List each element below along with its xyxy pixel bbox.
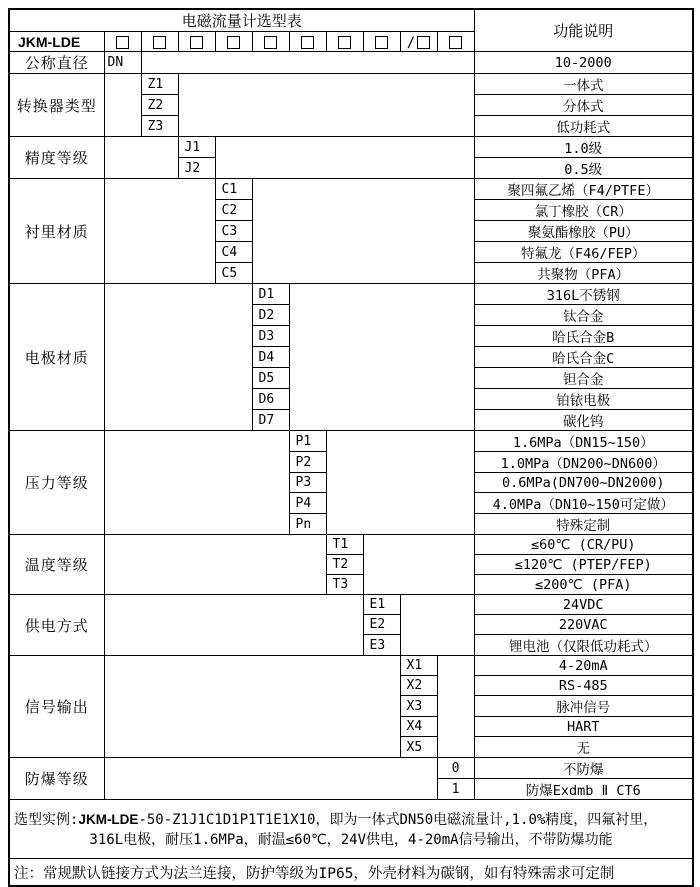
checkbox-icon[interactable]: [449, 36, 462, 49]
example-line2: 316L电极，耐压1.6MPa，耐温≤60℃，24V供电，4-20mA信号输出，不带防爆功能: [89, 832, 613, 848]
code-cell-j1: J1: [178, 137, 215, 158]
desc-cell-d7: 碳化钨: [474, 410, 693, 431]
code-cell-exp0: 0: [437, 758, 474, 779]
empty-cell: [104, 758, 437, 800]
checkbox-icon[interactable]: [153, 36, 166, 49]
checkbox-icon[interactable]: [116, 36, 129, 49]
row-example: [9, 800, 693, 859]
code-cell-pn: Pn: [289, 514, 326, 535]
desc-cell-p4: 4.0MPa（DN10~150可定做）: [474, 493, 693, 514]
code-cell-z2: Z2: [141, 95, 178, 116]
code-cell-t1: T1: [326, 535, 363, 555]
row-e1: [9, 595, 693, 615]
code-cell-p2: P2: [289, 452, 326, 473]
code-cell-e3: E3: [363, 635, 400, 656]
code-cell-t3: T3: [326, 575, 363, 595]
code-cell-x1: X1: [400, 656, 437, 676]
empty-cell: [104, 431, 289, 535]
code-cell-d7: D7: [252, 410, 289, 431]
empty-cell: [104, 179, 215, 284]
empty-cell: [289, 284, 474, 431]
selection-table: [8, 8, 694, 887]
checkbox-cell-z[interactable]: [141, 32, 178, 52]
checkbox-icon[interactable]: [190, 36, 203, 49]
desc-cell-c3: 聚氨酯橡胶（PU）: [474, 221, 693, 242]
table-title: 电磁流量计选型表: [9, 9, 474, 32]
desc-cell-c5: 共聚物（PFA）: [474, 263, 693, 284]
code-cell-exp1: 1: [437, 779, 474, 800]
code-cell-p3: P3: [289, 473, 326, 493]
desc-cell-d5: 钽合金: [474, 368, 693, 389]
category-label-diameter: 公称直径: [9, 52, 104, 74]
code-cell-x3: X3: [400, 696, 437, 717]
row-exp0: [9, 758, 693, 779]
checkbox-cell-c[interactable]: [215, 32, 252, 52]
category-label-pressure: 压力等级: [9, 431, 104, 535]
row-dn: [9, 52, 693, 74]
empty-cell: [104, 74, 141, 137]
desc-cell-t1: ≤60℃ (CR/PU): [474, 535, 693, 555]
row-x1: [9, 656, 693, 676]
code-cell-c1: C1: [215, 179, 252, 200]
checkbox-cell-d[interactable]: [252, 32, 289, 52]
row-note: [9, 859, 693, 887]
code-cell-p1: P1: [289, 431, 326, 452]
desc-cell-exp0: 不防爆: [474, 758, 693, 779]
empty-cell: [215, 137, 474, 179]
desc-cell-z1: 一体式: [474, 74, 693, 95]
row-t1: [9, 535, 693, 555]
code-cell-d2: D2: [252, 305, 289, 326]
checkbox-icon[interactable]: [375, 36, 388, 49]
empty-cell: [104, 284, 252, 431]
table-note: 注：常规默认链接方式为法兰连接，防护等级为IP65，外壳材料为碳钢，如有特殊需求可定制: [9, 859, 693, 887]
desc-cell-p2: 1.0MPa（DN200~DN600）: [474, 452, 693, 473]
category-label-accuracy: 精度等级: [9, 137, 104, 179]
code-cell-j2: J2: [178, 158, 215, 179]
desc-cell-c2: 氯丁橡胶（CR）: [474, 200, 693, 221]
desc-cell-dn: 10-2000: [474, 52, 693, 74]
empty-cell: [400, 595, 474, 656]
function-column-header: 功能说明: [474, 9, 693, 52]
code-cell-x4: X4: [400, 717, 437, 737]
empty-cell: [104, 656, 400, 758]
desc-cell-x1: 4-20mA: [474, 656, 693, 676]
desc-cell-pn: 特殊定制: [474, 514, 693, 535]
checkbox-icon[interactable]: [301, 36, 314, 49]
empty-cell: [326, 431, 474, 535]
code-cell-d1: D1: [252, 284, 289, 305]
empty-cell: [363, 535, 474, 595]
desc-cell-x5: 无: [474, 737, 693, 758]
desc-cell-c1: 聚四氟乙烯（F4/PTFE）: [474, 179, 693, 200]
desc-cell-x4: HART: [474, 717, 693, 737]
desc-cell-p1: 1.6MPa（DN15~150）: [474, 431, 693, 452]
empty-cell: [141, 52, 474, 74]
desc-cell-p3: 0.6MPa(DN700~DN2000): [474, 473, 693, 493]
row-c1: [9, 179, 693, 200]
category-label-temperature: 温度等级: [9, 535, 104, 595]
checkbox-cell-x[interactable]: [400, 32, 437, 52]
empty-cell: [437, 656, 474, 758]
row-j1: [9, 137, 693, 158]
category-label-explosion-proof: 防爆等级: [9, 758, 104, 800]
code-cell-z1: Z1: [141, 74, 178, 95]
desc-cell-t3: ≤200℃ (PFA): [474, 575, 693, 595]
desc-cell-z3: 低功耗式: [474, 116, 693, 137]
row-p1: [9, 431, 693, 452]
desc-cell-c4: 特氟龙（F46/FEP）: [474, 242, 693, 263]
code-cell-c2: C2: [215, 200, 252, 221]
desc-cell-exp1: 防爆Exdmb Ⅱ CT6: [474, 779, 693, 800]
code-cell-z3: Z3: [141, 116, 178, 137]
checkbox-cell-dn[interactable]: [104, 32, 141, 52]
desc-cell-e1: 24VDC: [474, 595, 693, 615]
checkbox-cell-j[interactable]: [178, 32, 215, 52]
code-cell-d6: D6: [252, 389, 289, 410]
code-cell-c5: C5: [215, 263, 252, 284]
checkbox-icon[interactable]: [338, 36, 351, 49]
code-cell-d3: D3: [252, 326, 289, 347]
empty-cell: [252, 179, 474, 284]
row-d1: [9, 284, 693, 305]
desc-cell-d6: 铂铱电极: [474, 389, 693, 410]
empty-cell: [178, 74, 474, 137]
checkbox-icon[interactable]: [264, 36, 277, 49]
code-cell-x2: X2: [400, 676, 437, 696]
desc-cell-x2: RS-485: [474, 676, 693, 696]
checkbox-cell-p[interactable]: [289, 32, 326, 52]
empty-cell: [104, 535, 326, 595]
code-cell-e2: E2: [363, 615, 400, 635]
desc-cell-z2: 分体式: [474, 95, 693, 116]
desc-cell-j1: 1.0级: [474, 137, 693, 158]
category-label-lining: 衬里材质: [9, 179, 104, 284]
empty-cell: [104, 595, 363, 656]
checkbox-cell-explosion[interactable]: [437, 32, 474, 52]
desc-cell-e3: 锂电池（仅限低功耗式）: [474, 635, 693, 656]
slash-separator: /: [406, 34, 416, 51]
example-model-bold: JKM-LDE: [78, 812, 139, 827]
desc-cell-e2: 220VAC: [474, 615, 693, 635]
category-label-power: 供电方式: [9, 595, 104, 656]
checkbox-icon[interactable]: [227, 36, 240, 49]
code-cell-dn: DN: [104, 52, 141, 74]
checkbox-cell-t[interactable]: [326, 32, 363, 52]
desc-cell-t2: ≤120℃ (PTEP/FEP): [474, 555, 693, 575]
category-label-electrode: 电极材质: [9, 284, 104, 431]
code-cell-p4: P4: [289, 493, 326, 514]
desc-cell-d1: 316L不锈钢: [474, 284, 693, 305]
example-line1: 选型实例:JKM-LDE-50-Z1J1C1D1P1T1E1X10，即为一体式DN50电磁流量计,1.0%精度，四氟衬里，: [14, 812, 658, 828]
empty-cell: [104, 137, 178, 179]
code-cell-d5: D5: [252, 368, 289, 389]
category-label-converter-type: 转换器类型: [9, 74, 104, 137]
code-cell-x5: X5: [400, 737, 437, 758]
desc-cell-d2: 钛合金: [474, 305, 693, 326]
checkbox-cell-e[interactable]: [363, 32, 400, 52]
code-cell-d4: D4: [252, 347, 289, 368]
category-label-signal: 信号输出: [9, 656, 104, 758]
code-cell-t2: T2: [326, 555, 363, 575]
desc-cell-d4: 哈氏合金C: [474, 347, 693, 368]
code-cell-e1: E1: [363, 595, 400, 615]
desc-cell-x3: 脉冲信号: [474, 696, 693, 717]
code-cell-c3: C3: [215, 221, 252, 242]
row-z1: [9, 74, 693, 95]
desc-cell-j2: 0.5级: [474, 158, 693, 179]
model-name-label: JKM-LDE: [9, 32, 104, 52]
code-cell-c4: C4: [215, 242, 252, 263]
selection-example: [9, 800, 693, 859]
checkbox-icon[interactable]: [417, 36, 430, 49]
desc-cell-d3: 哈氏合金B: [474, 326, 693, 347]
